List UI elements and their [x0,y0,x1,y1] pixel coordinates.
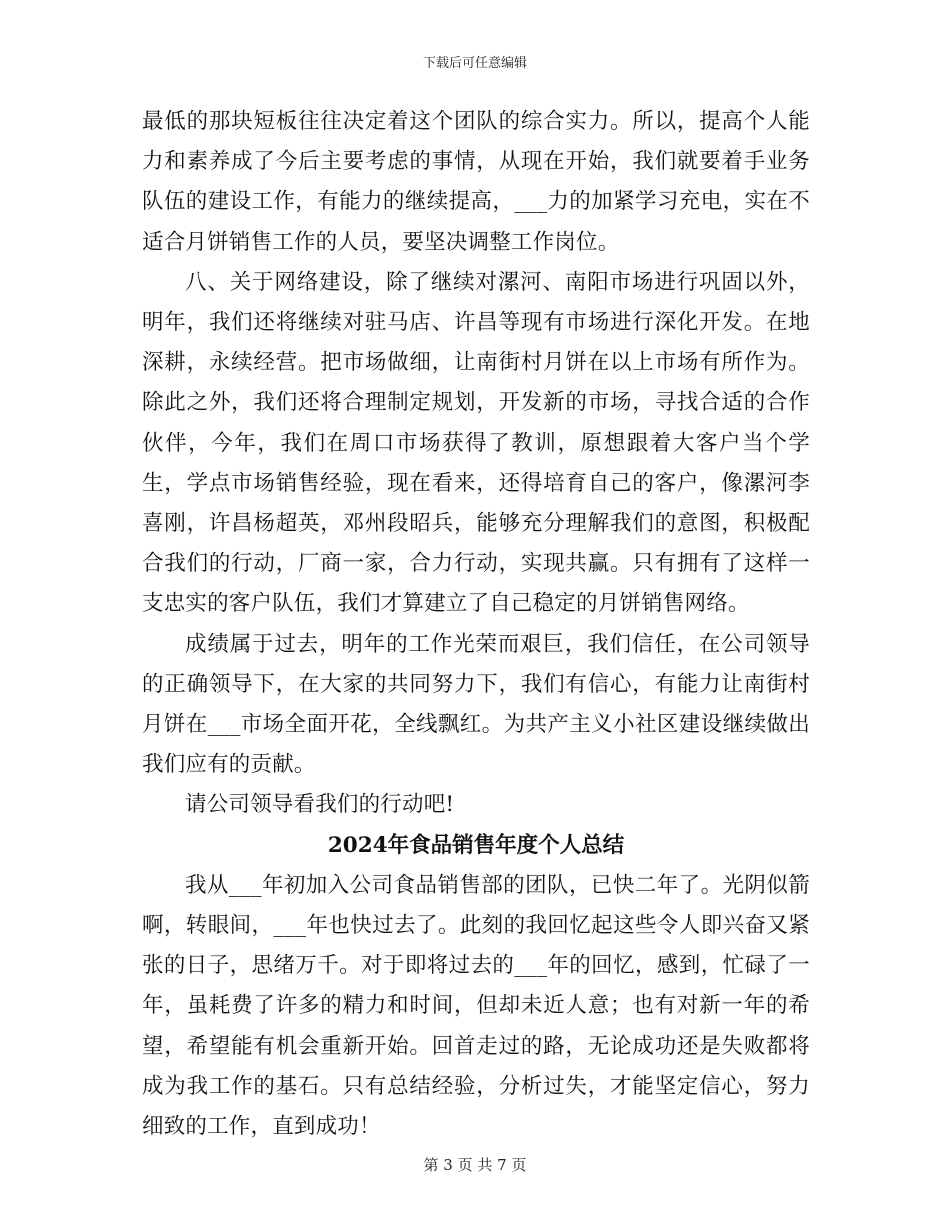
paragraph-closing: 请公司领导看我们的行动吧! [185,792,455,818]
page-header-note: 下载后可任意编辑 [422,56,527,71]
paragraph-network-building: 八、关于网络建设，除了继续对漯河、南阳市场进行巩固以外，明年，我们还将继续对驻马店、许昌等现有市场进行深化开发。在地深耕，永续经营。把市场做细，让南街村月饼在以上市场有所作为。除此之外，我们还将合理制定规划，开发新的市场，寻找合适的合作伙伴，今年，我们在周口市场获得了教训，原想跟着大客户当个学生，学点市场销售经验，现在看来，还得培育自己的客户，像漯河李喜刚，许昌杨超英，邓州段昭兵，能够充分理解我们的意图，积极配合我们的行动，厂商一家，合力行动，实现共赢。只有拥有了这样一支忠实的客户队伍，我们才算建立了自己稳定的月饼销售网络。 [142,269,810,617]
document-body [142,102,810,1147]
paragraph-achievements: 成绩属于过去，明年的工作光荣而艰巨，我们信任，在公司领导的正确领导下，在大家的共同努力下，我们有信心，有能力让南街村月饼在___市场全面开花，全线飘红。为共产主义小社区建设继续做出我们应有的贡献。 [142,631,810,778]
section-title: 2024年食品销售年度个人总结 [327,832,625,858]
page-footer-pagination: 第 3 页 共 7 页 [423,1156,527,1174]
paragraph-continued: 最低的那块短板往往决定着这个团队的综合实力。所以，提高个人能力和素养成了今后主要考虑的事情，从现在开始，我们就要着手业务队伍的建设工作，有能力的继续提高，___力的加紧学习充电，实在不适合月饼销售工作的人员，要坚决调整工作岗位。 [142,109,810,255]
paragraph-summary-intro: 我从___年初加入公司食品销售部的团队，已快二年了。光阴似箭啊，转眼间，___年也快过去了。此刻的我回忆起这些令人即兴奋又紧张的日子，思绪万千。对于即将过去的___年的回忆，感到，忙碌了一年，虽耗费了许多的精力和时间，但却未近人意；也有对新一年的希望，希望能有机会重新开始。回首走过的路，无论成功还是失败都将成为我工作的基石。只有总结经验，分析过失，才能坚定信心，努力细致的工作，直到成功！ [142,872,810,1140]
